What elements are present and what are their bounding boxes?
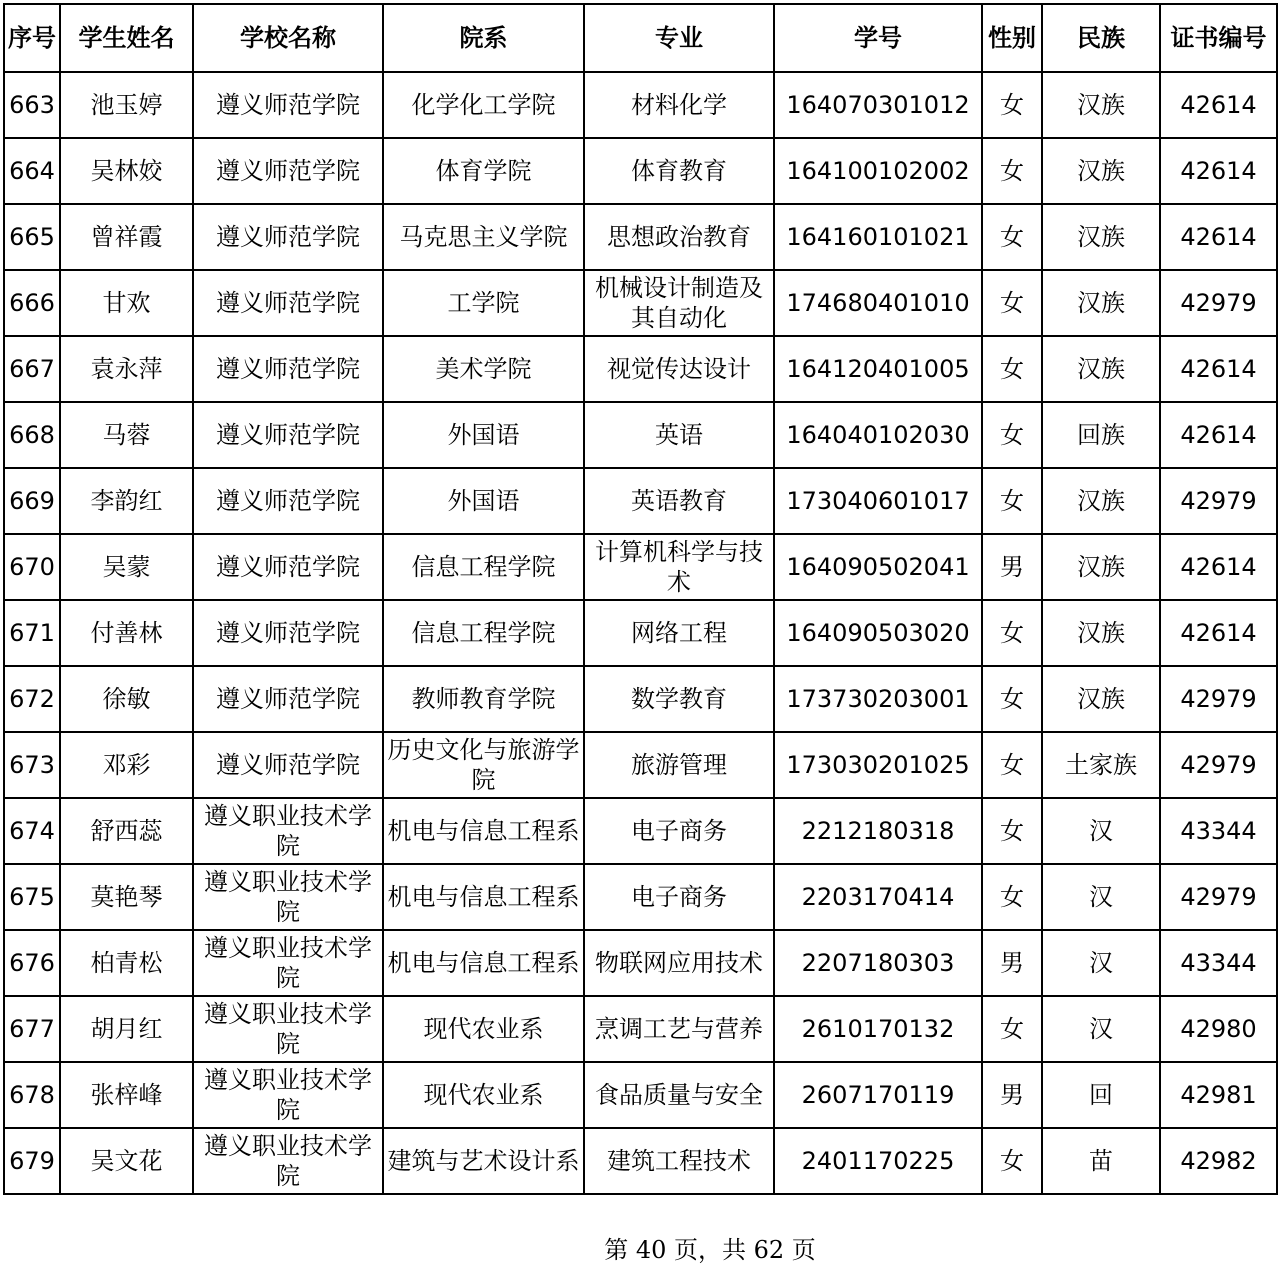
- cell-student-id: 164120401005: [774, 336, 982, 402]
- cell-student-name: 舒西蕊: [60, 798, 193, 864]
- cell-department: 现代农业系: [383, 1062, 584, 1128]
- cell-student-id: 2401170225: [774, 1128, 982, 1194]
- cell-student-name: 吴林姣: [60, 138, 193, 204]
- cell-gender: 女: [982, 468, 1042, 534]
- cell-major: 电子商务: [584, 798, 774, 864]
- cell-gender: 女: [982, 666, 1042, 732]
- table-body: [4, 72, 1277, 1194]
- cell-certificate-no: 42614: [1160, 600, 1277, 666]
- header-ethnicity: 民族: [1042, 4, 1160, 72]
- cell-index: 671: [4, 600, 60, 666]
- cell-department: 美术学院: [383, 336, 584, 402]
- cell-index: 663: [4, 72, 60, 138]
- cell-student-id: 2607170119: [774, 1062, 982, 1128]
- cell-major: 思想政治教育: [584, 204, 774, 270]
- cell-gender: 女: [982, 204, 1042, 270]
- cell-gender: 男: [982, 1062, 1042, 1128]
- cell-major: 英语教育: [584, 468, 774, 534]
- cell-ethnicity: 土家族: [1042, 732, 1160, 798]
- cell-department: 机电与信息工程系: [383, 930, 584, 996]
- cell-student-name: 吴蒙: [60, 534, 193, 600]
- header-student-name: 学生姓名: [60, 4, 193, 72]
- cell-ethnicity: 汉族: [1042, 72, 1160, 138]
- cell-student-id: 173040601017: [774, 468, 982, 534]
- cell-department: 机电与信息工程系: [383, 864, 584, 930]
- table-row: [4, 270, 1277, 336]
- cell-gender: 女: [982, 72, 1042, 138]
- cell-department: 马克思主义学院: [383, 204, 584, 270]
- cell-school: 遵义师范学院: [193, 270, 383, 336]
- cell-certificate-no: 42980: [1160, 996, 1277, 1062]
- table-row: [4, 864, 1277, 930]
- cell-ethnicity: 汉: [1042, 798, 1160, 864]
- cell-index: 676: [4, 930, 60, 996]
- cell-ethnicity: 汉族: [1042, 204, 1160, 270]
- header-index: 序号: [4, 4, 60, 72]
- cell-index: 675: [4, 864, 60, 930]
- cell-student-id: 164070301012: [774, 72, 982, 138]
- cell-major: 物联网应用技术: [584, 930, 774, 996]
- header-certificate-no: 证书编号: [1160, 4, 1277, 72]
- cell-gender: 女: [982, 864, 1042, 930]
- cell-certificate-no: 42982: [1160, 1128, 1277, 1194]
- cell-student-id: 174680401010: [774, 270, 982, 336]
- cell-student-name: 邓彩: [60, 732, 193, 798]
- table-row: [4, 1128, 1277, 1194]
- cell-student-name: 曾祥霞: [60, 204, 193, 270]
- cell-certificate-no: 42614: [1160, 138, 1277, 204]
- cell-major: 体育教育: [584, 138, 774, 204]
- cell-student-id: 164040102030: [774, 402, 982, 468]
- cell-certificate-no: 42614: [1160, 72, 1277, 138]
- cell-student-name: 吴文花: [60, 1128, 193, 1194]
- cell-student-name: 徐敏: [60, 666, 193, 732]
- cell-ethnicity: 汉族: [1042, 138, 1160, 204]
- cell-school: 遵义职业技术学院: [193, 996, 383, 1062]
- cell-student-id: 164090502041: [774, 534, 982, 600]
- cell-gender: 女: [982, 600, 1042, 666]
- cell-school: 遵义职业技术学院: [193, 1128, 383, 1194]
- cell-certificate-no: 42979: [1160, 468, 1277, 534]
- cell-major: 旅游管理: [584, 732, 774, 798]
- cell-student-name: 池玉婷: [60, 72, 193, 138]
- cell-department: 历史文化与旅游学院: [383, 732, 584, 798]
- cell-certificate-no: 42979: [1160, 864, 1277, 930]
- cell-department: 外国语: [383, 402, 584, 468]
- cell-school: 遵义师范学院: [193, 468, 383, 534]
- page-footer: 第 40 页，共 62 页: [604, 1236, 816, 1264]
- cell-ethnicity: 汉族: [1042, 270, 1160, 336]
- cell-major: 机械设计制造及其自动化: [584, 270, 774, 336]
- cell-school: 遵义职业技术学院: [193, 864, 383, 930]
- cell-gender: 女: [982, 402, 1042, 468]
- cell-index: 674: [4, 798, 60, 864]
- cell-department: 化学化工学院: [383, 72, 584, 138]
- cell-ethnicity: 回: [1042, 1062, 1160, 1128]
- cell-ethnicity: 汉族: [1042, 336, 1160, 402]
- cell-major: 食品质量与安全: [584, 1062, 774, 1128]
- table-row: [4, 666, 1277, 732]
- cell-ethnicity: 汉族: [1042, 666, 1160, 732]
- cell-student-id: 2207180303: [774, 930, 982, 996]
- cell-ethnicity: 汉族: [1042, 534, 1160, 600]
- cell-student-name: 甘欢: [60, 270, 193, 336]
- cell-major: 视觉传达设计: [584, 336, 774, 402]
- cell-index: 679: [4, 1128, 60, 1194]
- cell-school: 遵义师范学院: [193, 732, 383, 798]
- cell-school: 遵义师范学院: [193, 336, 383, 402]
- cell-major: 电子商务: [584, 864, 774, 930]
- cell-ethnicity: 回族: [1042, 402, 1160, 468]
- cell-gender: 女: [982, 732, 1042, 798]
- cell-gender: 女: [982, 270, 1042, 336]
- table-row: [4, 996, 1277, 1062]
- cell-student-id: 2203170414: [774, 864, 982, 930]
- cell-school: 遵义师范学院: [193, 138, 383, 204]
- cell-index: 672: [4, 666, 60, 732]
- table-row: [4, 468, 1277, 534]
- cell-department: 工学院: [383, 270, 584, 336]
- cell-index: 673: [4, 732, 60, 798]
- cell-student-name: 袁永萍: [60, 336, 193, 402]
- header-school: 学校名称: [193, 4, 383, 72]
- cell-department: 体育学院: [383, 138, 584, 204]
- cell-major: 材料化学: [584, 72, 774, 138]
- header-department: 院系: [383, 4, 584, 72]
- cell-certificate-no: 42979: [1160, 270, 1277, 336]
- cell-ethnicity: 汉: [1042, 930, 1160, 996]
- cell-student-id: 164090503020: [774, 600, 982, 666]
- table-row: [4, 600, 1277, 666]
- cell-certificate-no: 42614: [1160, 402, 1277, 468]
- header-row: [4, 4, 1277, 72]
- cell-student-name: 胡月红: [60, 996, 193, 1062]
- table-row: [4, 732, 1277, 798]
- cell-school: 遵义师范学院: [193, 204, 383, 270]
- cell-school: 遵义职业技术学院: [193, 930, 383, 996]
- cell-department: 外国语: [383, 468, 584, 534]
- cell-school: 遵义师范学院: [193, 402, 383, 468]
- cell-certificate-no: 42981: [1160, 1062, 1277, 1128]
- cell-student-id: 173030201025: [774, 732, 982, 798]
- cell-department: 现代农业系: [383, 996, 584, 1062]
- cell-certificate-no: 42614: [1160, 336, 1277, 402]
- cell-ethnicity: 苗: [1042, 1128, 1160, 1194]
- cell-department: 机电与信息工程系: [383, 798, 584, 864]
- cell-school: 遵义师范学院: [193, 72, 383, 138]
- cell-gender: 女: [982, 798, 1042, 864]
- cell-department: 教师教育学院: [383, 666, 584, 732]
- cell-index: 668: [4, 402, 60, 468]
- cell-gender: 男: [982, 534, 1042, 600]
- cell-ethnicity: 汉族: [1042, 468, 1160, 534]
- cell-school: 遵义职业技术学院: [193, 1062, 383, 1128]
- cell-major: 网络工程: [584, 600, 774, 666]
- cell-certificate-no: 42979: [1160, 666, 1277, 732]
- table-row: [4, 534, 1277, 600]
- table-row: [4, 798, 1277, 864]
- cell-student-id: 164160101021: [774, 204, 982, 270]
- cell-certificate-no: 43344: [1160, 798, 1277, 864]
- cell-certificate-no: 42979: [1160, 732, 1277, 798]
- cell-student-name: 柏青松: [60, 930, 193, 996]
- cell-major: 英语: [584, 402, 774, 468]
- table-row: [4, 402, 1277, 468]
- cell-major: 建筑工程技术: [584, 1128, 774, 1194]
- header-gender: 性别: [982, 4, 1042, 72]
- cell-student-name: 张梓峰: [60, 1062, 193, 1128]
- cell-school: 遵义师范学院: [193, 666, 383, 732]
- cell-ethnicity: 汉: [1042, 864, 1160, 930]
- cell-index: 667: [4, 336, 60, 402]
- table-row: [4, 1062, 1277, 1128]
- cell-gender: 女: [982, 1128, 1042, 1194]
- cell-gender: 女: [982, 138, 1042, 204]
- cell-index: 678: [4, 1062, 60, 1128]
- cell-index: 665: [4, 204, 60, 270]
- cell-major: 计算机科学与技术: [584, 534, 774, 600]
- cell-student-name: 莫艳琴: [60, 864, 193, 930]
- student-roster-table: [3, 3, 1278, 1195]
- cell-student-id: 164100102002: [774, 138, 982, 204]
- table-row: [4, 204, 1277, 270]
- cell-department: 信息工程学院: [383, 534, 584, 600]
- cell-certificate-no: 43344: [1160, 930, 1277, 996]
- cell-student-name: 付善林: [60, 600, 193, 666]
- cell-student-id: 2610170132: [774, 996, 982, 1062]
- cell-student-id: 2212180318: [774, 798, 982, 864]
- cell-gender: 女: [982, 336, 1042, 402]
- table-row: [4, 930, 1277, 996]
- cell-department: 信息工程学院: [383, 600, 584, 666]
- cell-school: 遵义职业技术学院: [193, 798, 383, 864]
- cell-major: 烹调工艺与营养: [584, 996, 774, 1062]
- cell-index: 669: [4, 468, 60, 534]
- cell-index: 677: [4, 996, 60, 1062]
- cell-certificate-no: 42614: [1160, 534, 1277, 600]
- cell-certificate-no: 42614: [1160, 204, 1277, 270]
- cell-index: 670: [4, 534, 60, 600]
- cell-ethnicity: 汉族: [1042, 600, 1160, 666]
- cell-index: 664: [4, 138, 60, 204]
- cell-student-id: 173730203001: [774, 666, 982, 732]
- table-row: [4, 72, 1277, 138]
- cell-school: 遵义师范学院: [193, 534, 383, 600]
- cell-gender: 男: [982, 930, 1042, 996]
- cell-index: 666: [4, 270, 60, 336]
- cell-gender: 女: [982, 996, 1042, 1062]
- table-row: [4, 336, 1277, 402]
- cell-school: 遵义师范学院: [193, 600, 383, 666]
- cell-student-name: 李韵红: [60, 468, 193, 534]
- cell-department: 建筑与艺术设计系: [383, 1128, 584, 1194]
- cell-major: 数学教育: [584, 666, 774, 732]
- cell-ethnicity: 汉: [1042, 996, 1160, 1062]
- cell-student-name: 马蓉: [60, 402, 193, 468]
- header-major: 专业: [584, 4, 774, 72]
- table-row: [4, 138, 1277, 204]
- header-student-id: 学号: [774, 4, 982, 72]
